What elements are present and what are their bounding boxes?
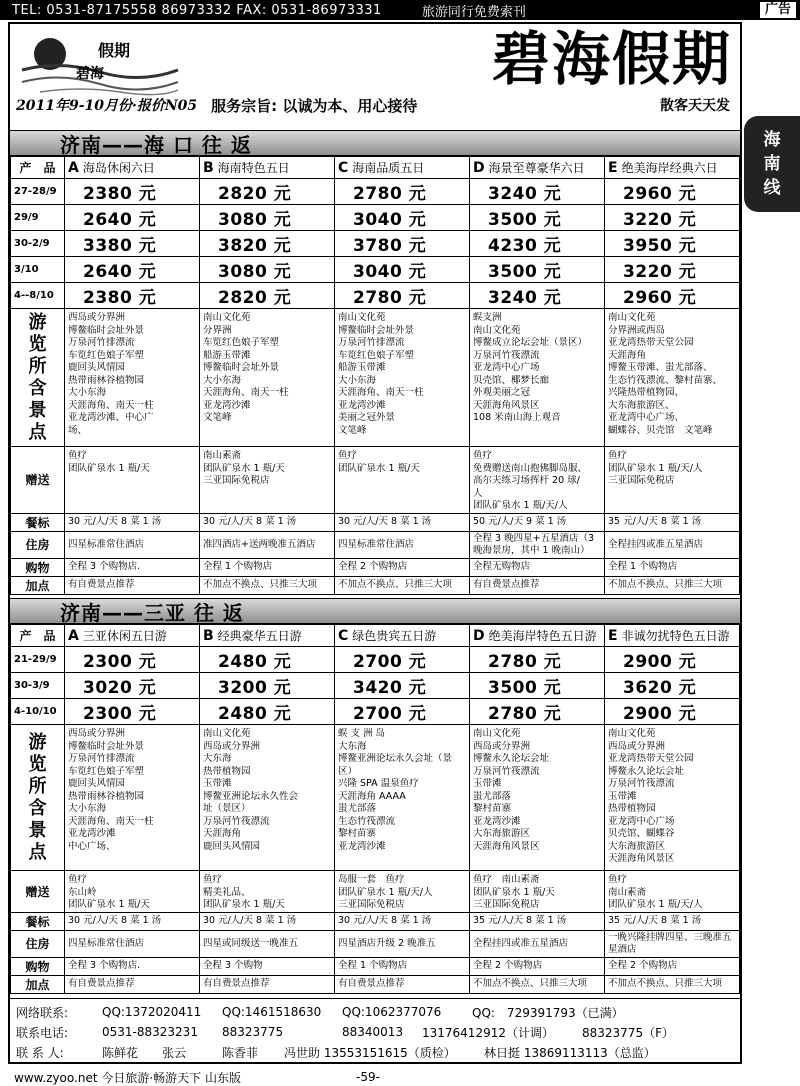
spots-cell: 蜈支洲 南山文化苑 博鳌成立论坛会址（景区） 万泉河竹筏漂流 亚龙湾中心广场 贝壳馆、椰梦长廊 外观美丽之冠 天涯海角风景区 108 米南山海上观音 [470, 309, 605, 447]
contact-name: 林日挺 13869113113（总监） [484, 1045, 656, 1060]
product-cell: A 海岛休闲六日 [65, 157, 200, 179]
side-char: 线 [763, 178, 781, 198]
gift-label: 赠送 [11, 871, 65, 913]
price-cell: 2700 元 [335, 647, 470, 673]
shopping-cell: 全程 3 个购物店. [65, 957, 200, 975]
gift-row [11, 871, 740, 913]
meal-cell: 30 元/人/天 8 菜 1 汤 [65, 513, 200, 531]
logo-text-1: 假期 [98, 41, 131, 60]
price-cell: 3200 元 [200, 673, 335, 699]
gift-label: 赠送 [11, 447, 65, 514]
spots-row [11, 309, 740, 447]
price-cell: 2380 元 [65, 283, 200, 309]
price-cell: 3500 元 [470, 205, 605, 231]
hotel-cell: 四星标准常住酒店 [335, 531, 470, 558]
price-cell: 2300 元 [65, 647, 200, 673]
price-cell: 2900 元 [605, 647, 740, 673]
shopping-row [11, 558, 740, 576]
product-cell: A 三亚休闲五日游 [65, 625, 200, 647]
contact-name: 陈鲜花 [102, 1045, 139, 1060]
contact-footer [10, 998, 740, 1064]
product-cell: E 非诚勿扰特色五日游 [605, 625, 740, 647]
hotel-cell: 四星标准常住酒店 [65, 930, 200, 957]
hotel-cell: 四星标准常住酒店 [65, 531, 200, 558]
route-bar [10, 130, 740, 156]
meal-cell: 30 元/人/天 8 菜 1 汤 [65, 912, 200, 930]
phone-number: 13176412912（计调） [422, 1025, 554, 1040]
meal-row [11, 912, 740, 930]
product-row [11, 625, 740, 647]
hotel-cell: 四星或同级送一晚准五 [200, 930, 335, 957]
extras-label: 加点 [11, 576, 65, 594]
route-section-sanya [10, 598, 740, 994]
hotel-cell: 全程挂四或准五星酒店 [470, 930, 605, 957]
spots-cell: 南山文化苑 西岛或分界洲 大东海 热带植物园 玉带滩 博鳌亚洲论坛永久性会 址（景区） 万泉河竹筏漂流 天涯海角 鹿回头风情园 [200, 725, 335, 871]
price-cell: 3620 元 [605, 673, 740, 699]
spots-cell: 南山文化苑 西岛或分界洲 亚龙湾热带天堂公园 博鳌永久论坛会址 万泉河竹筏漂流 玉带滩 热带植物园 亚龙湾中心广场 贝壳馆、蝴蝶谷 大东海旅游区 天涯海角风景区 [605, 725, 740, 871]
spots-label: 游 览 所 含 景 点 [11, 309, 65, 447]
contact-name: 冯世助 13553151615（质检） [284, 1045, 456, 1060]
hotel-label: 住房 [11, 531, 65, 558]
gift-cell: 鱼疗 团队矿泉水 1 瓶/天 [335, 447, 470, 514]
price-cell: 4230 元 [470, 231, 605, 257]
ad-badge: 广告 [760, 2, 796, 18]
header [10, 24, 740, 129]
meal-label: 餐标 [11, 912, 65, 930]
product-cell: D 绝美海岸特色五日游 [470, 625, 605, 647]
phone-label: 联系电话: [16, 1025, 69, 1040]
shopping-cell: 全程 1 个购物店 [200, 558, 335, 576]
spots-row [11, 725, 740, 871]
contact-label: 联 系 人: [16, 1045, 64, 1060]
gift-cell: 南山素斋 团队矿泉水 1 瓶/天 三亚国际免税店 [200, 447, 335, 514]
product-label: 产 品 [11, 625, 65, 647]
spots-cell: 蜈 支 洲 岛 大东海 博鳌亚洲论坛永久会址（景 区） 兴隆 SPA 温泉鱼疗 天涯海角 AAAA 蚩尤部落 生态竹筏漂流 黎村苗寨 亚龙湾沙滩 [335, 725, 470, 871]
price-table-sanya [10, 624, 740, 994]
gift-cell: 鱼疗 团队矿泉水 1 瓶/天 [65, 447, 200, 514]
shopping-cell: 全程 2 个购物店 [470, 957, 605, 975]
price-cell: 2820 元 [200, 179, 335, 205]
product-cell: B 经典豪华五日游 [200, 625, 335, 647]
route-section-haikou [10, 130, 740, 595]
price-cell: 3080 元 [200, 205, 335, 231]
bottom-bar [0, 1068, 800, 1086]
spots-cell: 南山文化苑 西岛或分界洲 博鳌永久论坛会址 万泉河竹筏漂流 玉带滩 蚩尤部落 黎村苗寨 亚龙湾沙滩 大东海旅游区 天涯海角风景区 [470, 725, 605, 871]
price-cell: 3780 元 [335, 231, 470, 257]
advert-frame [8, 22, 742, 1064]
extras-row [11, 975, 740, 993]
price-row [11, 231, 740, 257]
side-route-tab [744, 116, 800, 212]
price-cell: 2960 元 [605, 179, 740, 205]
spots-cell: 南山文化苑 分界洲或西岛 亚龙湾热带天堂公园 天涯海角 博鳌玉带滩、蚩尤部落、 生态竹筏漂流、黎村苗寨、 兴隆热带植物园、 大东海旅游区、 亚龙湾中心广场、 蝴蝶谷、贝壳馆 文笔峰 [605, 309, 740, 447]
spots-cell: 南山文化苑 博鳌临时会址外景 万泉河竹排漂流 车览红色娘子军塑 船游玉带滩 大小东海 天涯海角、南天一柱 亚龙湾沙滩 美丽之冠外景 文笔峰 [335, 309, 470, 447]
hotel-cell: 全程 3 晚四星+五星酒店（3 晚海景房，其中 1 晚南山） [470, 531, 605, 558]
price-cell: 2780 元 [470, 699, 605, 725]
extras-cell: 有自费景点推荐 [65, 576, 200, 594]
price-row [11, 283, 740, 309]
meal-cell: 35 元/人/天 8 菜 1 汤 [605, 912, 740, 930]
shopping-cell: 全程 3 个购物店. [65, 558, 200, 576]
product-cell: B 海南特色五日 [200, 157, 335, 179]
qq-number: QQ:1372020411 [102, 1005, 202, 1019]
product-cell: C 绿色贵宾五日游 [335, 625, 470, 647]
price-cell: 3220 元 [605, 205, 740, 231]
extras-cell: 有自费景点推荐 [65, 975, 200, 993]
product-label: 产 品 [11, 157, 65, 179]
extras-cell: 不加点不换点、只推三大项 [470, 975, 605, 993]
qq-number: QQ:1461518630 [222, 1005, 322, 1019]
logo-text-2: 碧海 [76, 66, 104, 82]
shopping-cell: 全程 3 个购物 [200, 957, 335, 975]
shopping-label: 购物 [11, 558, 65, 576]
route-title: 济南——三亚 往 返 [60, 600, 244, 625]
shopping-row [11, 957, 740, 975]
meal-cell: 50 元/人/天 9 菜 1 汤 [470, 513, 605, 531]
price-cell: 2300 元 [65, 699, 200, 725]
price-cell: 3500 元 [470, 673, 605, 699]
price-cell: 3040 元 [335, 257, 470, 283]
price-cell: 2820 元 [200, 283, 335, 309]
hotel-row [11, 930, 740, 957]
shopping-cell: 全程 1 个购物店 [605, 558, 740, 576]
date-cell: 4-10/10 [11, 699, 65, 725]
quote-date: 2011年9-10月份·报价N05 [16, 98, 198, 114]
extras-label: 加点 [11, 975, 65, 993]
shopping-label: 购物 [11, 957, 65, 975]
gift-cell: 鱼疗 南山素斋 团队矿泉水 1 瓶/天 三亚国际免税店 [470, 871, 605, 913]
side-char: 南 [763, 154, 781, 174]
phone-row [16, 1022, 734, 1042]
date-cell: 29/9 [11, 205, 65, 231]
phone-number: 88340013 [342, 1025, 404, 1039]
brand-title: 碧海假期 [491, 25, 732, 93]
page-number: -59- [356, 1070, 380, 1084]
spots-cell: 西岛或分界洲 博鳌临时会址外景 万泉河竹排漂流 车览红色娘子军塑 鹿回头风情园 热带雨林谷植物园 大小东海 天涯海角、南天一柱 亚龙湾沙滩 中心广场、 [65, 725, 200, 871]
spots-cell: 南山文化苑 分界洲 车览红色娘子军塑 船游玉带滩 博鳌临时会址外景 大小东海 天涯海角、南天一柱 亚龙湾沙滩 文笔峰 [200, 309, 335, 447]
price-cell: 2780 元 [470, 647, 605, 673]
meal-cell: 30 元/人/天 8 菜 1 汤 [200, 912, 335, 930]
gift-cell: 鱼疗 免费赠送南山抱佛脚岛服、 高尔夫练习场挥杆 20 球/ 人 团队矿泉水 1 瓶/天/人 [470, 447, 605, 514]
network-label: 网络联系: [16, 1005, 69, 1020]
price-cell: 2640 元 [65, 205, 200, 231]
hotel-cell: 四星酒店升级 2 晚准五 [335, 930, 470, 957]
hotel-cell: 准四酒店+送两晚准五酒店 [200, 531, 335, 558]
price-cell: 3950 元 [605, 231, 740, 257]
meal-row [11, 513, 740, 531]
contact-numbers: TEL: 0531-87175558 86973332 FAX: 0531-86973331 [12, 2, 382, 18]
extras-cell: 有自费景点推荐 [470, 576, 605, 594]
network-row [16, 1002, 734, 1022]
price-row [11, 257, 740, 283]
date-cell: 27-28/9 [11, 179, 65, 205]
hotel-cell: 一晚兴隆挂牌四星、三晚准五星酒店 [605, 930, 740, 957]
gift-cell: 鱼疗 东山岭 团队矿泉水 1 瓶/天 [65, 871, 200, 913]
date-cell: 4--8/10 [11, 283, 65, 309]
price-row [11, 179, 740, 205]
phone-number: 88323775 [222, 1025, 284, 1039]
gift-cell: 鱼疗 团队矿泉水 1 瓶/天/人 三亚国际免税店 [605, 447, 740, 514]
meal-label: 餐标 [11, 513, 65, 531]
product-cell: E 绝美海岸经典六日 [605, 157, 740, 179]
price-cell: 2380 元 [65, 179, 200, 205]
daily-departure: 散客天天发 [660, 98, 730, 114]
meal-cell: 30 元/人/天 8 菜 1 汤 [200, 513, 335, 531]
extras-cell: 有自费景点推荐 [200, 975, 335, 993]
date-cell: 30-3/9 [11, 673, 65, 699]
gift-cell: 鱼疗 精美礼品、 团队矿泉水 1 瓶/天 [200, 871, 335, 913]
meal-cell: 30 元/人/天 8 菜 1 汤 [335, 513, 470, 531]
spots-cell: 西岛或分界洲 博鳌临时会址外景 万泉河竹排漂流 车览红色娘子军塑 鹿回头风情园 热带雨林谷植物园 大小东海 天涯海角、南天一柱 亚龙湾沙滩、中心广 场、 [65, 309, 200, 447]
date-cell: 3/10 [11, 257, 65, 283]
hotel-label: 住房 [11, 930, 65, 957]
service-motto: 服务宗旨: 以诚为本、用心接待 [211, 96, 418, 115]
date-cell: 21-29/9 [11, 647, 65, 673]
price-cell: 2640 元 [65, 257, 200, 283]
gift-cell: 鱼疗 南山素斋 团队矿泉水 1 瓶/天/人 [605, 871, 740, 913]
price-row [11, 699, 740, 725]
shopping-cell: 全程 2 个购物店 [335, 558, 470, 576]
contact-person-row [16, 1042, 734, 1062]
price-table-haikou [10, 156, 740, 595]
extras-row [11, 576, 740, 594]
price-row [11, 647, 740, 673]
extras-cell: 不加点不换点、只推三大项 [605, 975, 740, 993]
quote-line [16, 94, 736, 116]
price-cell: 2780 元 [335, 179, 470, 205]
price-cell: 3220 元 [605, 257, 740, 283]
phone-number: 88323775（F） [582, 1025, 674, 1040]
contact-name: 张云 [162, 1045, 187, 1060]
shopping-cell: 全程 2 个购物店 [605, 957, 740, 975]
meal-cell: 30 元/人/天 8 菜 1 汤 [335, 912, 470, 930]
price-cell: 3240 元 [470, 283, 605, 309]
qq-number: QQ:1062377076 [342, 1005, 442, 1019]
price-cell: 2480 元 [200, 699, 335, 725]
price-row [11, 205, 740, 231]
price-cell: 2700 元 [335, 699, 470, 725]
meal-cell: 35 元/人/天 8 菜 1 汤 [605, 513, 740, 531]
price-row [11, 673, 740, 699]
price-cell: 3040 元 [335, 205, 470, 231]
price-cell: 3420 元 [335, 673, 470, 699]
extras-cell: 有自费景点推荐 [335, 975, 470, 993]
price-cell: 2780 元 [335, 283, 470, 309]
shopping-cell: 全程 1 个购物店 [335, 957, 470, 975]
top-info-bar [0, 0, 800, 20]
price-cell: 3080 元 [200, 257, 335, 283]
extras-cell: 不加点不换点、只推三大项 [605, 576, 740, 594]
hotel-row [11, 531, 740, 558]
company-logo [20, 30, 180, 100]
meal-cell: 35 元/人/天 8 菜 1 汤 [470, 912, 605, 930]
product-cell: C 海南品质五日 [335, 157, 470, 179]
price-cell: 3240 元 [470, 179, 605, 205]
extras-cell: 不加点不换点、只推三大项 [200, 576, 335, 594]
free-catalog-note: 旅游同行免费索刊 [421, 4, 526, 20]
price-cell: 3020 元 [65, 673, 200, 699]
price-cell: 3380 元 [65, 231, 200, 257]
price-cell: 3500 元 [470, 257, 605, 283]
gift-row [11, 447, 740, 514]
hotel-cell: 全程挂四或准五星酒店 [605, 531, 740, 558]
date-cell: 30-2/9 [11, 231, 65, 257]
price-cell: 2480 元 [200, 647, 335, 673]
side-char: 海 [763, 130, 781, 150]
phone-number: 0531-88323231 [102, 1025, 198, 1039]
qq-number: QQ: 729391793（已满） [472, 1005, 624, 1020]
route-bar [10, 598, 740, 624]
extras-cell: 不加点不换点、只推三大项 [335, 576, 470, 594]
gift-cell: 岛服一套 鱼疗 团队矿泉水 1 瓶/天/人 三亚国际免税店 [335, 871, 470, 913]
price-cell: 3820 元 [200, 231, 335, 257]
route-title: 济南——海 口 往 返 [60, 132, 252, 157]
product-cell: D 海景至尊豪华六日 [470, 157, 605, 179]
website-footer: www.zyoo.net 今日旅游·畅游天下 山东版 [14, 1070, 241, 1085]
price-cell: 2900 元 [605, 699, 740, 725]
price-cell: 2960 元 [605, 283, 740, 309]
spots-label: 游 览 所 含 景 点 [11, 725, 65, 871]
product-row [11, 157, 740, 179]
contact-name: 陈香菲 [222, 1045, 259, 1060]
shopping-cell: 全程无购物店 [470, 558, 605, 576]
